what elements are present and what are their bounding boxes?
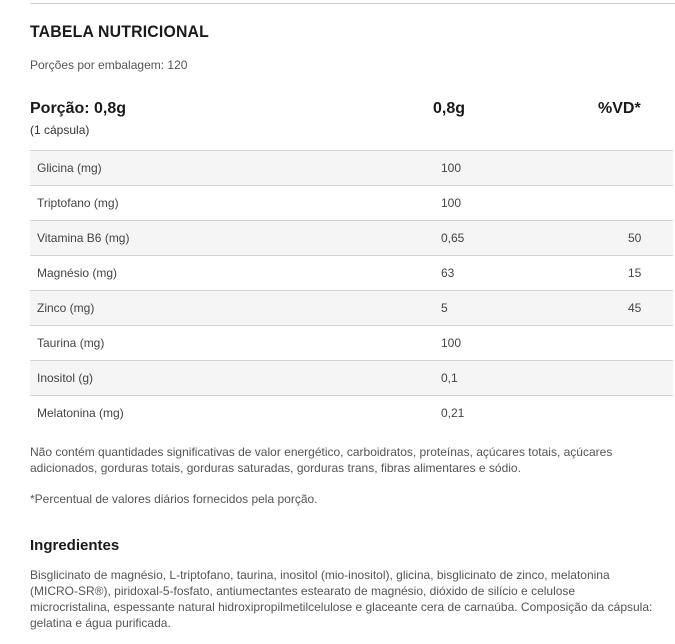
table-row — [30, 361, 673, 396]
daily-value-footnote: *Percentual de valores diários fornecidos pela porção. — [30, 492, 318, 506]
nutrient-amount: 63 — [441, 266, 455, 280]
nutrient-amount: 0,1 — [441, 371, 458, 385]
top-divider — [30, 3, 675, 4]
table-row — [30, 186, 673, 221]
nutrient-name: Vitamina B6 (mg) — [37, 231, 130, 245]
nutrient-amount: 100 — [441, 161, 462, 175]
nutrient-amount: 100 — [441, 196, 462, 210]
nutrient-daily-value: 45 — [628, 301, 642, 315]
nutrient-daily-value: 50 — [628, 231, 642, 245]
nutrient-daily-value: 15 — [628, 266, 642, 280]
nutrient-amount: 100 — [441, 336, 462, 350]
nutrient-name: Inositol (g) — [37, 371, 94, 385]
nutrient-amount: 5 — [441, 301, 448, 315]
table-row — [30, 221, 673, 256]
portion-amount-header: 0,8g — [433, 100, 466, 117]
table-row — [30, 396, 673, 430]
portion-sublabel: (1 cápsula) — [30, 123, 90, 137]
nutrient-name: Melatonina (mg) — [37, 406, 124, 420]
nutrition-table-title: TABELA NUTRICIONAL — [30, 22, 209, 41]
servings-per-package: Porções por embalagem: 120 — [30, 58, 188, 72]
table-row — [30, 151, 673, 186]
nutrient-name: Taurina (mg) — [37, 336, 105, 350]
nutrient-name: Magnésio (mg) — [37, 266, 118, 280]
nutrient-amount: 0,65 — [441, 231, 465, 245]
portion-label: Porção: 0,8g — [30, 100, 127, 117]
nutrient-name: Triptofano (mg) — [37, 196, 119, 210]
daily-value-header: %VD* — [598, 100, 641, 117]
ingredients-text: Bisglicinato de magnésio, L-triptofano, taurina, inositol (mio-inositol), glicina, bisglicinato de zinco, melatonina (MICRO-SR®), piridoxal-5-fosfato, antiumectantes estearato de magnésio, dióxido de silício e celulose microcristalina, espessante natural hidroxipropilmetilcelulose e glaceante cera de carnaúba. Composição da cápsula: gelatina e água purificada. — [30, 568, 653, 630]
not-significant-note: Não contém quantidades significativas de valor energético, carboidratos, proteínas, açúcares totais, açúcares adicionados, gorduras totais, gorduras saturadas, gorduras trans, fibras alimentares e sódio. — [30, 445, 613, 475]
table-row — [30, 256, 673, 291]
ingredients-heading: Ingredientes — [30, 537, 120, 554]
table-row — [30, 326, 673, 361]
nutrient-table — [30, 150, 673, 430]
nutrient-name: Glicina (mg) — [37, 161, 102, 175]
table-row — [30, 291, 673, 326]
nutrient-name: Zinco (mg) — [37, 301, 95, 315]
nutrient-amount: 0,21 — [441, 406, 465, 420]
